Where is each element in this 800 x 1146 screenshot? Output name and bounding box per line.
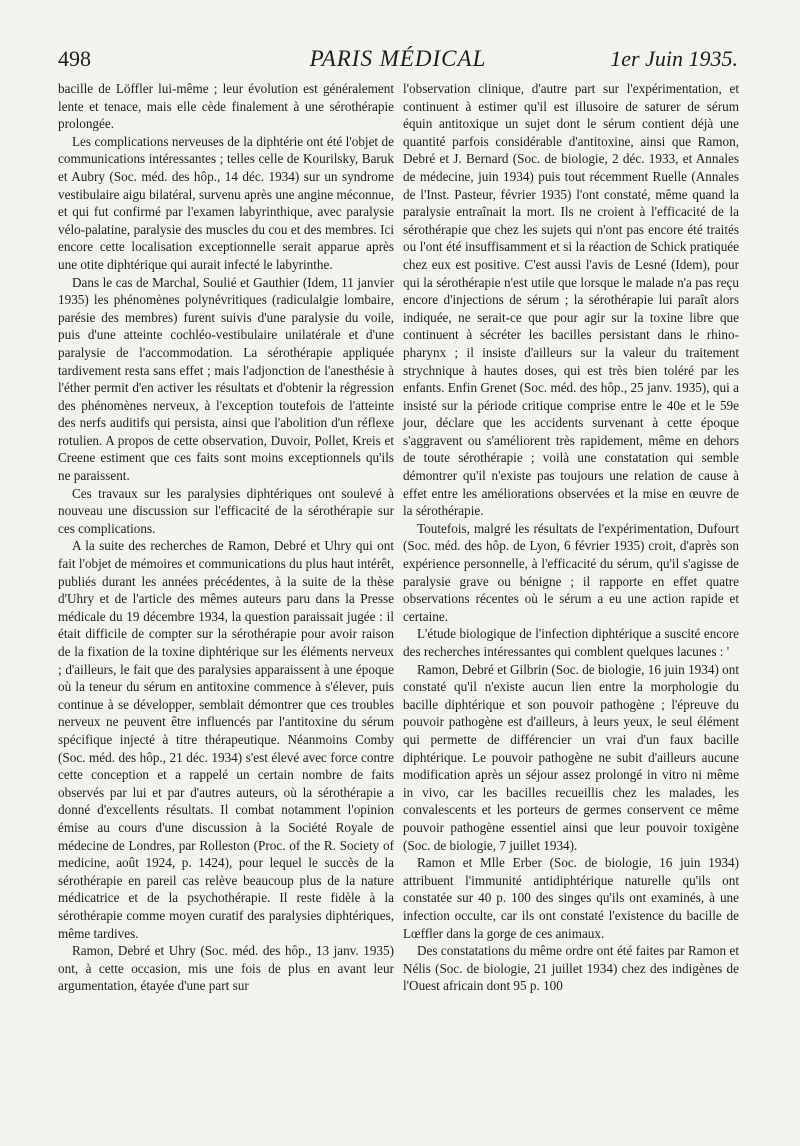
paragraph: Dans le cas de Marchal, Soulié et Gauthier (Idem, 11 janvier 1935) les phénomènes polynévritiques (radiculalgie lombaire, parésie des membres) furent suivis d'une paralysie du voile, puis d'une atteinte cochléo-vestibulaire unilatérale et d'une paralysie de l'accommodation. La sérothérapie appliquée tardivement resta sans effet ; mais l'adjonction de l'anesthésie à l'éther permit d'en activer les résultats et d'obtenir la régression des phénomènes nerveux, à l'exception toutefois de l'atteinte des nerfs auditifs qui persista, ainsi que l'abolition d'un réflexe rotulien. A propos de cette observation, Duvoir, Pollet, Kreis et Creene estiment que ces faits sont moins exceptionnels qu'ils ne paraissent. xyxy=(58,274,394,484)
left-column xyxy=(58,80,394,995)
paragraph: Ramon et Mlle Erber (Soc. de biologie, 16 juin 1934) attribuent l'immunité antidiphtérique naturelle qu'ils ont constatée sur 40 p. 100 des singes qu'ils ont examinés, à une infection occulte, car ils ont constaté l'existence du bacille de Lœffler dans la gorge de ces animaux. xyxy=(403,855,739,941)
paragraph: Ramon, Debré et Uhry (Soc. méd. des hôp., 13 janv. 1935) ont, à cette occasion, mis une fois de plus en avant leur argumentation, étayée d'une part sur xyxy=(58,943,394,994)
paragraph: A la suite des recherches de Ramon, Debré et Uhry qui ont fait l'objet de mémoires et communications du plus haut intérêt, publiés durant les années précédentes, à la suite de la thèse d'Uhry et de l'article des mêmes auteurs paru dans la Presse médicale du 19 décembre 1934, la question paraissait jugée : il était difficile de compter sur la sérothérapie pour avoir raison de la fixation de la toxine diphtérique sur les éléments nerveux ; d'ailleurs, le fait que des paralysies apparaissent à une époque où la teneur du sérum en antitoxine commence à s'élever, puis continue à se développer, semblait démontrer que ces troubles nerveux ne peuvent être influencés par l'antitoxine du sérum spécifique injecté à titre thérapeutique. Néanmoins Comby (Soc. méd. des hôp., 21 déc. 1934) s'est élevé avec force contre cette conception et a rappelé un certain nombre de faits observés par lui et par d'autres auteurs, où la sérothérapie a donné d'excellents résultats. Il combat notamment l'opinion émise au cours d'une discussion à la Société Royale de médecine de Londres, par Rolleston (Proc. of the R. Society of medicine, août 1924, p. 1424), pour lequel le succès de la sérothérapie en pareil cas relève beaucoup plus de la nature médicatrice et de la psychothérapie. Il reste fidèle à la sérothérapie comme moyen curatif des paralysies diphtériques, même tardives. xyxy=(58,538,394,941)
paragraph: Ces travaux sur les paralysies diphtériques ont soulevé à nouveau une discussion sur l'efficacité de la sérothérapie sur ces complications. xyxy=(58,485,394,536)
paragraph: l'observation clinique, d'autre part sur l'expérimentation, et continuent à estimer qu'il est illusoire de saturer de sérum équin antitoxique un sujet dont le sérum contient déjà une quantité parfois considérable d'antitoxine, ainsi que Ramon, Debré et J. Bernard (Soc. de biologie, 2 déc. 1933, et Annales de médecine, juin 1934) puis tout récemment Ruelle (Annales de l'Inst. Pasteur, février 1935) l'ont constaté, même quand la paralysie entraînait la mort. Ils ne croient à l'efficacité de la sérothérapie que chez les sujets qui n'ont pas encore été traités ou l'ont été insuffisamment et si la réaction de Schick pratiquée chez eux est positive. C'est aussi l'avis de Lesné (Idem), pour qui la sérothérapie n'est utile que lorsque le malade n'a pas reçu encore d'injections de sérum ; la sérothérapie lui paraît alors indiquée, ne serait-ce que pour agir sur la toxine libre que continuent à sécréter les bacilles persistant dans le rhino-pharynx ; il insiste d'ailleurs sur la valeur du traitement strychnique à hautes doses, qui est très bien toléré par les enfants. Enfin Grenet (Soc. méd. des hôp., 25 janv. 1935), qui a insisté sur la période critique comprise entre le 40e et le 59e jour, déclare que les accidents survenant à cette époque s'aggravent ou s'améliorent très rapidement, même en dehors de toute sérothérapie ; voilà une constatation qui semble démontrer qu'il n'existe pas toujours une relation de cause à effet entre les améliorations observées et la mise en œuvre de la sérothérapie. xyxy=(403,81,739,519)
right-column xyxy=(403,80,739,995)
page-header xyxy=(58,46,738,76)
paragraph: Les complications nerveuses de la diphtérie ont été l'objet de communications intéressantes ; telles celle de Kourilsky, Baruk et Aubry (Soc. méd. des hôp., 14 déc. 1934) sur un syndrome vestibulaire aigu bilatéral, survenu après une angine méconnue, et qui fut confirmé par l'examen labyrinthique, avec paralysie vélo-palatine, paralysie des muscles du cou et des membres. Ici encore cette localisation exceptionnelle serait apparue après une otite diphtérique qui aurait infecté le labyrinthe. xyxy=(58,133,394,272)
paragraph: Ramon, Debré et Gilbrin (Soc. de biologie, 16 juin 1934) ont constaté qu'il n'existe aucun lien entre la morphologie du bacille diphtérique et son pouvoir pathogène ; l'épreuve du pouvoir pathogène est d'ailleurs, à leurs yeux, le seul élément qui permette de différencier un vrai d'un faux bacille diphtérique. Le pouvoir pathogène ne subit d'ailleurs aucune modification après un séjour assez prolongé in vitro ni même in vivo, car les bacilles recueillis chez les malades, les convalescents et les porteurs de germes conservent ce même pouvoir pathogène essentiel ainsi que leur pouvoir toxigène (Soc. de biologie, 7 juillet 1934). xyxy=(403,661,739,853)
issue-date: 1er Juin 1935. xyxy=(610,46,738,71)
paragraph: Toutefois, malgré les résultats de l'expérimentation, Dufourt (Soc. méd. des hôp. de Lyon, 6 février 1935) croit, d'après son expérience personnelle, à l'efficacité du sérum, qu'il s'agisse de paralysie grave ou bénigne ; il rapporte en effet quatre observations récentes où le sérum a eu une action rapide et certaine. xyxy=(403,520,739,624)
paragraph: L'étude biologique de l'infection diphtérique a suscité encore des recherches intéressantes qui comblent quelques lacunes : ' xyxy=(403,626,739,659)
paragraph: bacille de Löffler lui-même ; leur évolution est généralement lente et tenace, mais elle cède finalement à une sérothérapie prolongée. xyxy=(58,81,394,132)
paragraph: Des constatations du même ordre ont été faites par Ramon et Nélis (Soc. de biologie, 21 juillet 1934) chez des indigènes de l'Ouest africain dont 95 p. 100 xyxy=(403,943,739,994)
page-number: 498 xyxy=(58,46,91,71)
journal-title: PARIS MÉDICAL xyxy=(309,46,487,71)
